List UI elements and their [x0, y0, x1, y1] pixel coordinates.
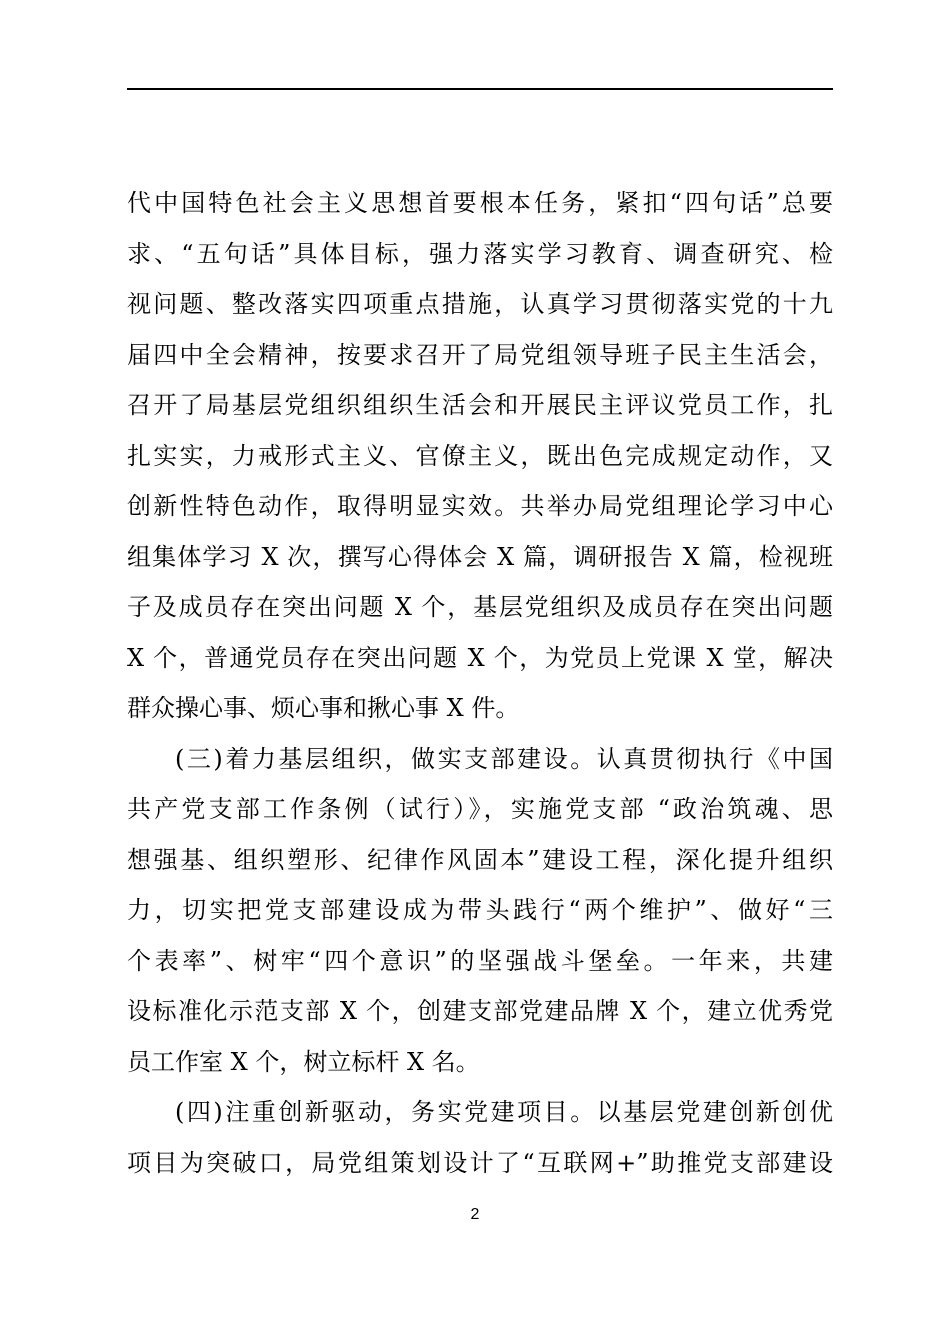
- text-line: 创新性特色动作，取得明显实效。共举办局党组理论学习中心: [127, 492, 833, 520]
- body-text: [127, 178, 833, 1188]
- text-line: 组集体学习 X 次，撰写心得体会 X 篇，调研报告 X 篇，检视班: [127, 542, 833, 571]
- text-line: 子及成员存在突出问题 X 个，基层党组织及成员存在突出问题: [127, 593, 833, 621]
- header-rule: [127, 88, 833, 90]
- text-line: 个表率”、树牢“四个意识”的坚强战斗堡垒。一年来，共建: [127, 946, 833, 975]
- text-line: 扎实实，力戒形式主义、官僚主义，既出色完成规定动作，又: [127, 441, 833, 470]
- text-line: 设标准化示范支部 X 个，创建支部党建品牌 X 个，建立优秀党: [127, 997, 833, 1025]
- text-line: 共产党支部工作条例（试行）》，实施党支部 “政治筑魂、思: [127, 795, 833, 823]
- page-number: 2: [470, 1206, 480, 1223]
- paragraph-heading-line: (三)着力基层组织，做实支部建设。认真贯彻执行《中国: [175, 744, 833, 773]
- text-line: 召开了局基层党组织组织生活会和开展民主评议党员工作，扎: [127, 391, 833, 419]
- text-line: 群众操心事、烦心事和揪心事 X 件。: [127, 694, 520, 722]
- text-line: 想强基、组织塑形、纪律作风固本”建设工程，深化提升组织: [127, 845, 833, 874]
- text-line: 代中国特色社会主义思想首要根本任务，紧扣“四句话”总要: [127, 189, 833, 217]
- text-line: X 个，普通党员存在突出问题 X 个，为党员上党课 X 堂，解决: [127, 643, 833, 672]
- text-line: 求、“五句话”具体目标，强力落实学习教育、调查研究、检: [127, 239, 833, 268]
- text-line: 力，切实把党支部建设成为带头践行“两个维护”、做好“三: [127, 896, 833, 924]
- text-line: 视问题、整改落实四项重点措施，认真学习贯彻落实党的十九: [127, 290, 833, 318]
- text-line: 届四中全会精神，按要求召开了局党组领导班子民主生活会，: [127, 340, 833, 369]
- text-line: 员工作室 X 个，树立标杆 X 名。: [127, 1047, 480, 1076]
- paragraph-heading-line: (四)注重创新驱动，务实党建项目。以基层党建创新创优: [175, 1098, 833, 1126]
- text-line: 项目为突破口，局党组策划设计了“互联网+”助推党支部建设: [127, 1148, 833, 1177]
